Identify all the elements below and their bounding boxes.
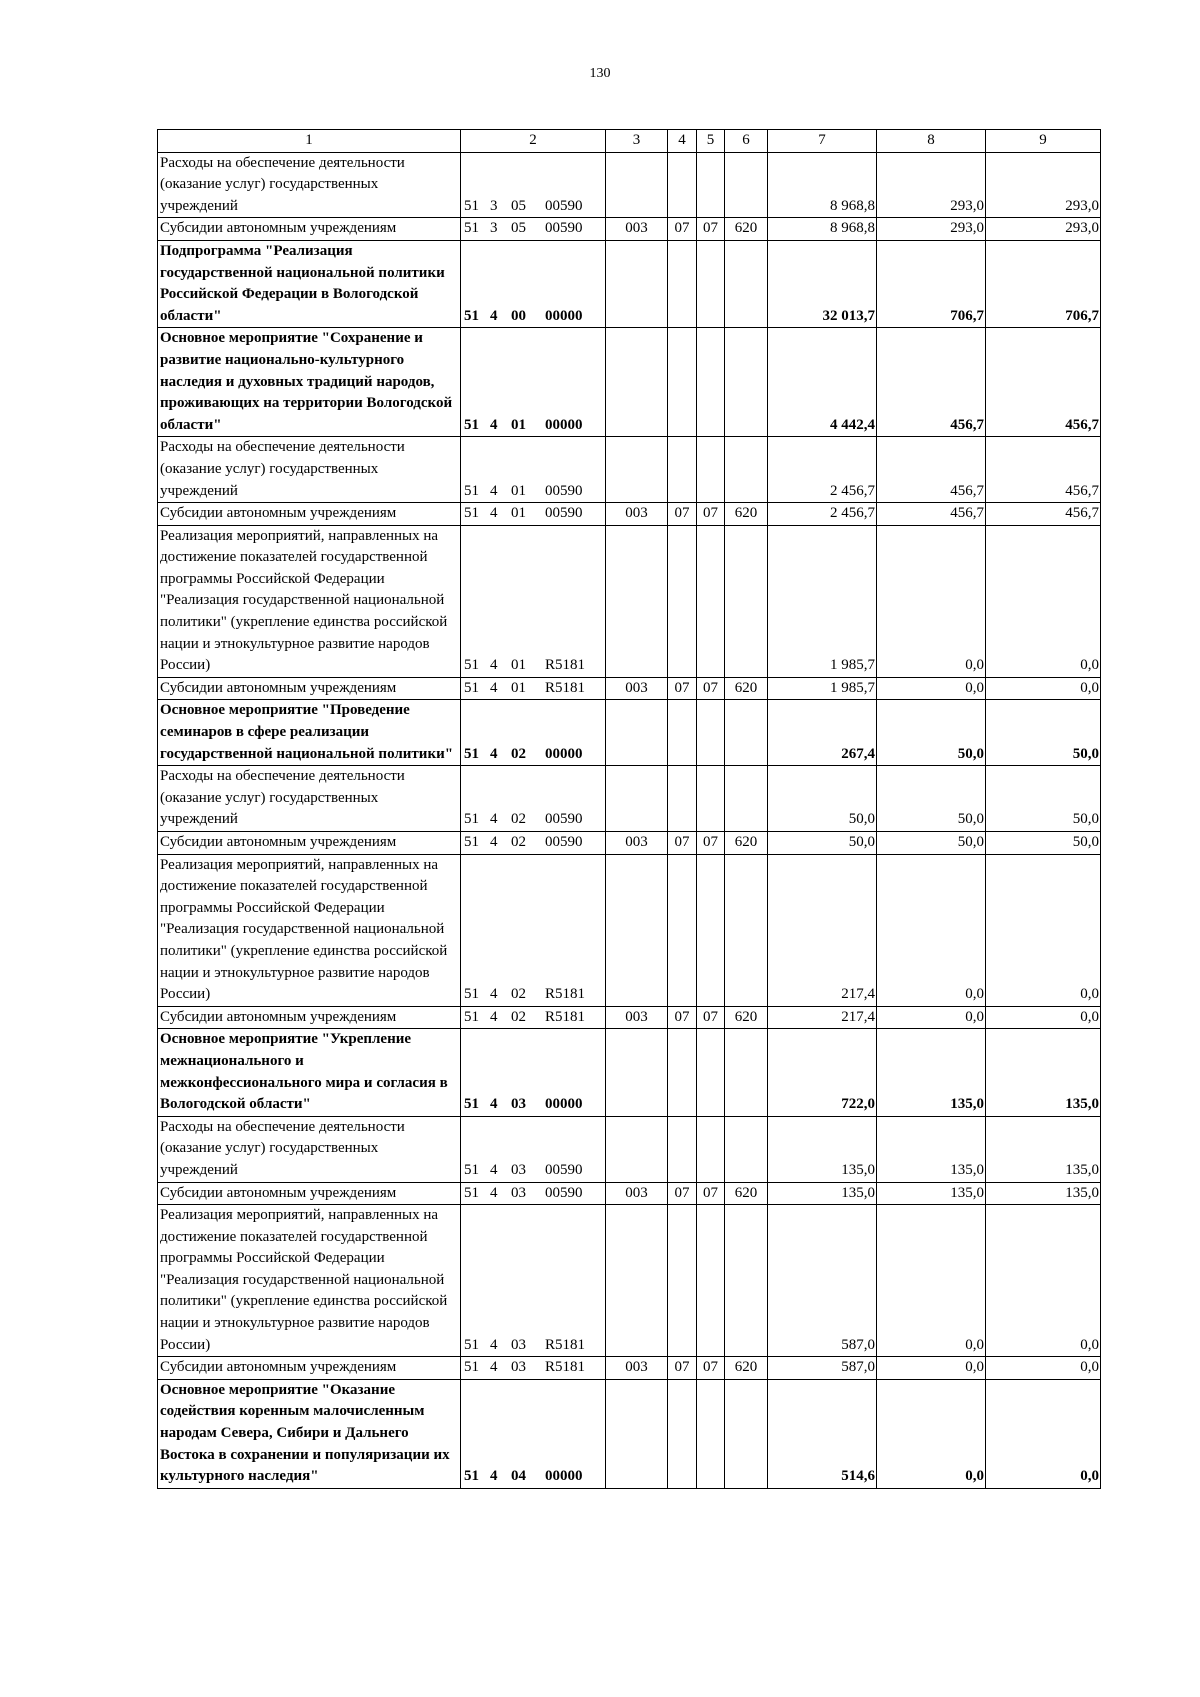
row-cell-3: 003	[606, 218, 668, 241]
row-name-cell: Субсидии автономным учреждениям	[158, 1357, 461, 1380]
row-name-cell: Субсидии автономным учреждениям	[158, 1182, 461, 1205]
table-row	[158, 437, 1101, 503]
row-cell-6: 620	[725, 1182, 768, 1205]
row-cell-3: 003	[606, 1357, 668, 1380]
row-cell-4: 07	[668, 1006, 697, 1029]
row-cell-9: 135,0	[986, 1182, 1101, 1205]
row-cell-9: 293,0	[986, 152, 1101, 218]
row-cell-8: 0,0	[877, 1379, 986, 1488]
code-part: 01	[511, 416, 526, 433]
header-cell: 6	[725, 130, 768, 153]
row-name-cell: Расходы на обеспечение деятельности (оказание услуг) государственных учреждений	[158, 437, 461, 503]
table-row	[158, 1029, 1101, 1116]
row-cell-3	[606, 152, 668, 218]
row-cell-8: 50,0	[877, 766, 986, 832]
row-cell-6: 620	[725, 832, 768, 855]
header-cell: 5	[697, 130, 725, 153]
code-part: 4	[490, 1336, 498, 1353]
row-cell-7: 217,4	[768, 1006, 877, 1029]
code-part: 51	[464, 986, 479, 1003]
code-part: 00590	[545, 197, 583, 214]
row-cell-5	[697, 1029, 725, 1116]
code-part: 3	[490, 197, 498, 214]
code-part: 02	[511, 811, 526, 828]
table-row	[158, 854, 1101, 1006]
row-cell-7: 8 968,8	[768, 218, 877, 241]
row-cell-5: 07	[697, 1357, 725, 1380]
header-cell: 4	[668, 130, 697, 153]
row-cell-8: 0,0	[877, 1357, 986, 1380]
row-code-cell	[461, 854, 606, 1006]
row-cell-3	[606, 240, 668, 327]
row-cell-3: 003	[606, 677, 668, 700]
row-name-cell: Основное мероприятие "Сохранение и развитие национально-культурного наследия и духовных традиций народов, проживающих на территории Вологодской области"	[158, 328, 461, 437]
row-name-cell: Основное мероприятие "Укрепление межнационального и межконфессионального мира и согласия в Вологодской области"	[158, 1029, 461, 1116]
row-cell-4	[668, 700, 697, 766]
row-cell-4: 07	[668, 1357, 697, 1380]
code-part: 51	[464, 657, 479, 674]
code-part: R5181	[545, 657, 586, 674]
row-cell-8: 0,0	[877, 854, 986, 1006]
code-part: 51	[464, 679, 479, 696]
row-cell-4	[668, 1029, 697, 1116]
row-cell-9: 0,0	[986, 1379, 1101, 1488]
table-row	[158, 1116, 1101, 1182]
row-cell-8: 0,0	[877, 1006, 986, 1029]
row-cell-9: 0,0	[986, 1357, 1101, 1380]
row-cell-4	[668, 1205, 697, 1357]
code-part: 4	[490, 745, 498, 762]
row-cell-7: 50,0	[768, 766, 877, 832]
row-cell-8: 50,0	[877, 700, 986, 766]
code-part: 4	[490, 1161, 498, 1178]
row-name-cell: Основное мероприятие "Проведение семинаров в сфере реализации государственной национальной политики"	[158, 700, 461, 766]
row-cell-6	[725, 328, 768, 437]
row-cell-6	[725, 525, 768, 677]
row-cell-4	[668, 1116, 697, 1182]
row-cell-4: 07	[668, 218, 697, 241]
row-code-cell	[461, 1006, 606, 1029]
row-cell-3	[606, 766, 668, 832]
row-cell-6: 620	[725, 218, 768, 241]
row-cell-9: 135,0	[986, 1116, 1101, 1182]
row-cell-6: 620	[725, 1006, 768, 1029]
row-cell-3	[606, 1116, 668, 1182]
row-name-cell: Расходы на обеспечение деятельности (оказание услуг) государственных учреждений	[158, 766, 461, 832]
code-part: R5181	[545, 1336, 586, 1353]
row-cell-7: 4 442,4	[768, 328, 877, 437]
row-cell-5	[697, 328, 725, 437]
row-code-cell	[461, 1029, 606, 1116]
code-part: 51	[464, 416, 479, 433]
table-row	[158, 218, 1101, 241]
table-row	[158, 832, 1101, 855]
row-cell-6	[725, 152, 768, 218]
row-cell-5	[697, 240, 725, 327]
row-cell-9: 706,7	[986, 240, 1101, 327]
row-cell-8: 135,0	[877, 1116, 986, 1182]
code-part: 05	[511, 197, 526, 214]
row-cell-4	[668, 328, 697, 437]
code-part: 05	[511, 220, 526, 237]
table-row	[158, 700, 1101, 766]
code-part: 00000	[545, 416, 583, 433]
row-cell-8: 0,0	[877, 677, 986, 700]
table-row	[158, 525, 1101, 677]
code-part: 00590	[545, 505, 583, 522]
table-row	[158, 503, 1101, 526]
code-part: R5181	[545, 1359, 586, 1376]
code-part: 51	[464, 745, 479, 762]
code-part: 4	[490, 1184, 498, 1201]
row-cell-3: 003	[606, 832, 668, 855]
row-cell-8: 456,7	[877, 328, 986, 437]
code-part: R5181	[545, 679, 586, 696]
row-name-cell: Подпрограмма "Реализация государственной национальной политики Российской Федерации в Вологодской области"	[158, 240, 461, 327]
code-part: 4	[490, 416, 498, 433]
row-cell-9: 135,0	[986, 1029, 1101, 1116]
row-code-cell	[461, 328, 606, 437]
row-cell-6	[725, 1379, 768, 1488]
row-cell-3	[606, 525, 668, 677]
row-cell-5: 07	[697, 1182, 725, 1205]
header-cell: 9	[986, 130, 1101, 153]
row-cell-7: 514,6	[768, 1379, 877, 1488]
code-part: 4	[490, 986, 498, 1003]
row-code-cell	[461, 677, 606, 700]
row-cell-3	[606, 700, 668, 766]
code-part: 3	[490, 220, 498, 237]
row-cell-4: 07	[668, 503, 697, 526]
code-part: 4	[490, 307, 498, 324]
code-part: 00000	[545, 745, 583, 762]
row-cell-3	[606, 328, 668, 437]
row-cell-4: 07	[668, 677, 697, 700]
code-part: 01	[511, 505, 526, 522]
table-row	[158, 328, 1101, 437]
table-row	[158, 152, 1101, 218]
row-cell-9: 456,7	[986, 503, 1101, 526]
row-code-cell	[461, 1182, 606, 1205]
table-row	[158, 1205, 1101, 1357]
code-part: 51	[464, 1468, 479, 1485]
row-cell-9: 0,0	[986, 525, 1101, 677]
row-name-cell: Субсидии автономным учреждениям	[158, 503, 461, 526]
row-cell-6	[725, 1205, 768, 1357]
code-part: 51	[464, 220, 479, 237]
row-cell-3: 003	[606, 1006, 668, 1029]
row-name-cell: Субсидии автономным учреждениям	[158, 832, 461, 855]
row-cell-3: 003	[606, 1182, 668, 1205]
row-cell-7: 50,0	[768, 832, 877, 855]
row-cell-4	[668, 766, 697, 832]
row-cell-9: 0,0	[986, 854, 1101, 1006]
row-cell-8: 135,0	[877, 1029, 986, 1116]
row-cell-7: 135,0	[768, 1182, 877, 1205]
row-cell-3	[606, 437, 668, 503]
code-part: 51	[464, 505, 479, 522]
header-cell: 7	[768, 130, 877, 153]
row-cell-4	[668, 240, 697, 327]
code-part: 02	[511, 1008, 526, 1025]
row-cell-6: 620	[725, 677, 768, 700]
page-number: 130	[589, 66, 611, 81]
row-cell-7: 267,4	[768, 700, 877, 766]
code-part: 4	[490, 679, 498, 696]
row-cell-6	[725, 700, 768, 766]
code-part: 02	[511, 834, 526, 850]
row-name-cell: Расходы на обеспечение деятельности (оказание услуг) государственных учреждений	[158, 152, 461, 218]
row-cell-5	[697, 1379, 725, 1488]
row-code-cell	[461, 218, 606, 241]
code-part: 01	[511, 657, 526, 674]
row-cell-7: 1 985,7	[768, 525, 877, 677]
row-cell-4	[668, 854, 697, 1006]
code-part: 01	[511, 482, 526, 499]
row-cell-5	[697, 525, 725, 677]
row-cell-9: 50,0	[986, 832, 1101, 855]
row-code-cell	[461, 152, 606, 218]
row-name-cell: Субсидии автономным учреждениям	[158, 218, 461, 241]
code-part: 51	[464, 1184, 479, 1201]
row-cell-6: 620	[725, 1357, 768, 1380]
row-cell-5	[697, 152, 725, 218]
row-cell-8: 706,7	[877, 240, 986, 327]
row-code-cell	[461, 437, 606, 503]
row-cell-7: 8 968,8	[768, 152, 877, 218]
code-part: 01	[511, 679, 526, 696]
row-cell-9: 50,0	[986, 766, 1101, 832]
code-part: 00590	[545, 811, 583, 828]
row-code-cell	[461, 525, 606, 677]
code-part: 03	[511, 1161, 526, 1178]
row-cell-4: 07	[668, 1182, 697, 1205]
code-part: 00000	[545, 1468, 583, 1485]
row-cell-4	[668, 525, 697, 677]
row-name-cell: Субсидии автономным учреждениям	[158, 1006, 461, 1029]
code-part: 4	[490, 834, 498, 850]
row-cell-4	[668, 152, 697, 218]
row-name-cell: Расходы на обеспечение деятельности (оказание услуг) государственных учреждений	[158, 1116, 461, 1182]
code-part: 03	[511, 1336, 526, 1353]
code-part: 00000	[545, 307, 583, 324]
code-part: 51	[464, 1336, 479, 1353]
code-part: 51	[464, 1096, 479, 1113]
row-cell-9: 0,0	[986, 1006, 1101, 1029]
row-name-cell: Реализация мероприятий, направленных на достижение показателей государственной программы Российской Федерации "Реализация государственной национальной политики" (укрепление единства российской нации и этнокультурное развитие народов России)	[158, 525, 461, 677]
row-cell-4: 07	[668, 832, 697, 855]
code-part: 02	[511, 745, 526, 762]
row-cell-5	[697, 1116, 725, 1182]
table-header-row	[158, 130, 1101, 153]
row-cell-8: 0,0	[877, 525, 986, 677]
row-cell-7: 135,0	[768, 1116, 877, 1182]
row-code-cell	[461, 700, 606, 766]
row-cell-4	[668, 437, 697, 503]
code-part: 03	[511, 1096, 526, 1113]
code-part: 51	[464, 1359, 479, 1376]
row-cell-7: 722,0	[768, 1029, 877, 1116]
row-cell-8: 456,7	[877, 437, 986, 503]
row-cell-5: 07	[697, 218, 725, 241]
row-cell-5: 07	[697, 503, 725, 526]
row-cell-8: 0,0	[877, 1205, 986, 1357]
row-cell-5	[697, 766, 725, 832]
row-code-cell	[461, 832, 606, 855]
budget-table	[157, 129, 1101, 1489]
code-part: 00590	[545, 220, 583, 237]
row-cell-7: 587,0	[768, 1357, 877, 1380]
code-part: 00	[511, 307, 526, 324]
row-cell-9: 0,0	[986, 1205, 1101, 1357]
code-part: 00590	[545, 1161, 583, 1178]
row-code-cell	[461, 1379, 606, 1488]
table-row	[158, 240, 1101, 327]
code-part: 4	[490, 505, 498, 522]
row-code-cell	[461, 503, 606, 526]
code-part: R5181	[545, 1008, 586, 1025]
code-part: 00590	[545, 482, 583, 499]
row-code-cell	[461, 1205, 606, 1357]
row-cell-3: 003	[606, 503, 668, 526]
code-part: 51	[464, 834, 479, 850]
row-cell-9: 293,0	[986, 218, 1101, 241]
code-part: 51	[464, 1008, 479, 1025]
code-part: 03	[511, 1359, 526, 1376]
code-part: 4	[490, 1096, 498, 1113]
code-part: 51	[464, 811, 479, 828]
row-name-cell: Основное мероприятие "Оказание содействия коренным малочисленным народам Севера, Сибири и Дальнего Востока в сохранении и популяризации их культурного наследия"	[158, 1379, 461, 1488]
row-cell-8: 293,0	[877, 218, 986, 241]
table-row	[158, 1357, 1101, 1380]
row-cell-8: 135,0	[877, 1182, 986, 1205]
row-code-cell	[461, 766, 606, 832]
row-cell-5: 07	[697, 1006, 725, 1029]
header-cell: 3	[606, 130, 668, 153]
row-cell-6	[725, 766, 768, 832]
header-cell: 8	[877, 130, 986, 153]
row-cell-5	[697, 437, 725, 503]
code-part: R5181	[545, 986, 586, 1003]
row-cell-6: 620	[725, 503, 768, 526]
table-row	[158, 1006, 1101, 1029]
row-cell-7: 1 985,7	[768, 677, 877, 700]
row-cell-8: 50,0	[877, 832, 986, 855]
row-cell-8: 293,0	[877, 152, 986, 218]
row-cell-5: 07	[697, 677, 725, 700]
code-part: 51	[464, 197, 479, 214]
code-part: 4	[490, 1359, 498, 1376]
row-cell-9: 456,7	[986, 328, 1101, 437]
header-cell: 1	[158, 130, 461, 153]
row-cell-5: 07	[697, 832, 725, 855]
table-row	[158, 677, 1101, 700]
table-row	[158, 1182, 1101, 1205]
row-cell-9: 456,7	[986, 437, 1101, 503]
row-cell-3	[606, 1379, 668, 1488]
row-cell-5	[697, 700, 725, 766]
row-cell-5	[697, 854, 725, 1006]
table-row	[158, 766, 1101, 832]
code-part: 00590	[545, 834, 583, 850]
row-cell-3	[606, 854, 668, 1006]
row-code-cell	[461, 1116, 606, 1182]
header-cell: 2	[461, 130, 606, 153]
row-cell-6	[725, 854, 768, 1006]
table-row	[158, 1379, 1101, 1488]
row-cell-8: 456,7	[877, 503, 986, 526]
row-cell-4	[668, 1379, 697, 1488]
code-part: 00590	[545, 1184, 583, 1201]
row-cell-7: 2 456,7	[768, 437, 877, 503]
row-name-cell: Субсидии автономным учреждениям	[158, 677, 461, 700]
row-cell-9: 50,0	[986, 700, 1101, 766]
row-cell-6	[725, 437, 768, 503]
code-part: 4	[490, 482, 498, 499]
row-cell-7: 217,4	[768, 854, 877, 1006]
row-name-cell: Реализация мероприятий, направленных на достижение показателей государственной программы Российской Федерации "Реализация государственной национальной политики" (укрепление единства российской нации и этнокультурное развитие народов России)	[158, 854, 461, 1006]
row-cell-7: 32 013,7	[768, 240, 877, 327]
code-part: 51	[464, 482, 479, 499]
code-part: 04	[511, 1468, 526, 1485]
row-cell-5	[697, 1205, 725, 1357]
row-cell-6	[725, 240, 768, 327]
code-part: 4	[490, 811, 498, 828]
code-part: 4	[490, 657, 498, 674]
row-name-cell: Реализация мероприятий, направленных на достижение показателей государственной программы Российской Федерации "Реализация государственной национальной политики" (укрепление единства российской нации и этнокультурное развитие народов России)	[158, 1205, 461, 1357]
row-cell-3	[606, 1029, 668, 1116]
row-cell-7: 587,0	[768, 1205, 877, 1357]
code-part: 51	[464, 1161, 479, 1178]
code-part: 4	[490, 1008, 498, 1025]
row-code-cell	[461, 240, 606, 327]
code-part: 02	[511, 986, 526, 1003]
code-part: 51	[464, 307, 479, 324]
row-cell-3	[606, 1205, 668, 1357]
row-code-cell	[461, 1357, 606, 1380]
code-part: 00000	[545, 1096, 583, 1113]
row-cell-9: 0,0	[986, 677, 1101, 700]
row-cell-6	[725, 1116, 768, 1182]
row-cell-7: 2 456,7	[768, 503, 877, 526]
code-part: 03	[511, 1184, 526, 1201]
row-cell-6	[725, 1029, 768, 1116]
code-part: 4	[490, 1468, 498, 1485]
